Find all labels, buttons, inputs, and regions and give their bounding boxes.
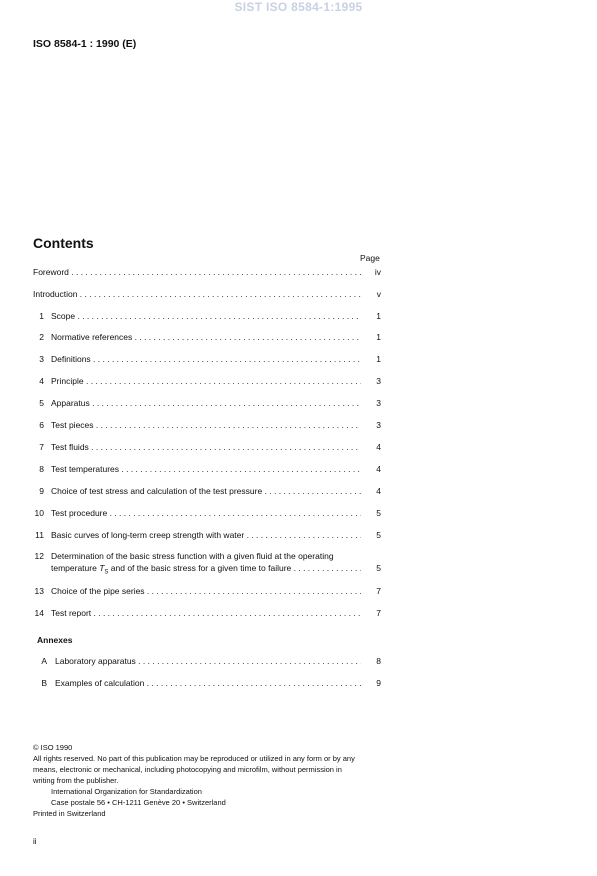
- toc-entry-11[interactable]: [33, 529, 381, 541]
- copyright-line: means, electronic or mechanical, including photocopying and microfilm, without permission in: [33, 765, 342, 774]
- temperature-subscript: S: [104, 569, 109, 576]
- toc-title-line1: Determination of the basic stress function with a given fluid at the operating: [51, 551, 334, 561]
- toc-page: 4: [376, 464, 381, 474]
- toc-entry-1[interactable]: [33, 310, 381, 322]
- toc-title: Principle . . .: [51, 375, 361, 387]
- toc-title: Foreword . . .: [33, 266, 361, 278]
- toc-title: Laboratory apparatus . . .: [55, 655, 361, 667]
- publisher-name: International Organization for Standardization: [51, 787, 202, 796]
- toc-page: v: [376, 289, 381, 299]
- copyright-line: All rights reserved. No part of this publication may be reproduced or utilized in any form or by any: [33, 754, 355, 763]
- toc-title: Test procedure . . .: [51, 507, 361, 519]
- toc-title: Test pieces . . .: [51, 419, 361, 431]
- toc-title: Choice of test stress and calculation of the test pressure . . .: [51, 485, 361, 497]
- toc-number: 13: [34, 586, 44, 596]
- page-number: ii: [33, 837, 37, 846]
- contents-title: Contents: [33, 235, 94, 251]
- toc-entry-2[interactable]: [33, 331, 381, 343]
- toc-title: Test temperatures . . .: [51, 463, 361, 475]
- toc-entry-foreword[interactable]: [33, 266, 381, 278]
- copyright-notice: [33, 742, 385, 819]
- toc-number: 3: [39, 354, 44, 364]
- toc-page: 3: [376, 420, 381, 430]
- page-column-label: Page: [360, 253, 380, 263]
- temperature-symbol: T: [99, 563, 105, 573]
- toc-entry-7[interactable]: [33, 441, 381, 453]
- toc-page: 5: [376, 508, 381, 518]
- toc-title-line2: [51, 562, 361, 579]
- annexes-heading: Annexes: [37, 635, 73, 645]
- toc-number: 2: [39, 332, 44, 342]
- toc-page: 3: [376, 398, 381, 408]
- copyright-line: © ISO 1990: [33, 743, 73, 752]
- toc-number: 12: [34, 551, 44, 561]
- toc-number: A: [41, 656, 47, 666]
- toc-title: Scope . . .: [51, 310, 361, 322]
- toc-number: 1: [39, 311, 44, 321]
- toc-annex-b[interactable]: [33, 677, 381, 689]
- toc-title: Introduction . . .: [33, 288, 361, 300]
- toc-page: 7: [376, 608, 381, 618]
- toc-title: Test fluids . . .: [51, 441, 361, 453]
- toc-entry-14[interactable]: [33, 607, 381, 619]
- toc-page: 9: [376, 678, 381, 688]
- toc-page: 1: [376, 332, 381, 342]
- toc-title: Examples of calculation . . .: [55, 677, 361, 689]
- toc-page: 1: [376, 311, 381, 321]
- toc-entry-6[interactable]: [33, 419, 381, 431]
- toc-page: 4: [376, 442, 381, 452]
- toc-entry-4[interactable]: [33, 375, 381, 387]
- watermark: SIST ISO 8584-1:1995: [234, 0, 363, 14]
- toc-entry-5[interactable]: [33, 397, 381, 409]
- printed-in: Printed in Switzerland: [33, 809, 106, 818]
- toc-number: 6: [39, 420, 44, 430]
- toc-annex-a[interactable]: [33, 655, 381, 667]
- toc-title: Definitions . . .: [51, 353, 361, 365]
- toc-number: 9: [39, 486, 44, 496]
- toc-page: 7: [376, 586, 381, 596]
- toc-number: B: [41, 678, 47, 688]
- toc-entry-3[interactable]: [33, 353, 381, 365]
- toc-title-line2-text: and of the basic stress for a given time to failure: [108, 563, 292, 573]
- toc-title: Choice of the pipe series . . .: [51, 585, 361, 597]
- copyright-line: writing from the publisher.: [33, 776, 119, 785]
- toc-entry-introduction[interactable]: [33, 288, 381, 300]
- toc-number: 7: [39, 442, 44, 452]
- toc-entry-9[interactable]: [33, 485, 381, 497]
- toc-number: 4: [39, 376, 44, 386]
- toc-title: Basic curves of long-term creep strength with water . . .: [51, 529, 361, 541]
- toc-entry-10[interactable]: [33, 507, 381, 519]
- toc-entry-13[interactable]: [33, 585, 381, 597]
- toc-title: Test report . . .: [51, 607, 361, 619]
- publisher-address: Case postale 56 • CH-1211 Genève 20 • Switzerland: [51, 798, 226, 807]
- toc-page: 5: [376, 530, 381, 540]
- toc-title: Normative references . . .: [51, 331, 361, 343]
- toc-page: 1: [376, 354, 381, 364]
- toc-number: 14: [34, 608, 44, 618]
- toc-page: 8: [376, 656, 381, 666]
- toc-page: 3: [376, 376, 381, 386]
- toc-page: 5: [376, 563, 381, 573]
- toc-entry-12[interactable]: [33, 550, 381, 574]
- toc-number: 10: [34, 508, 44, 518]
- toc-number: 5: [39, 398, 44, 408]
- toc-page: 4: [376, 486, 381, 496]
- toc-title-line2-text: temperature: [51, 563, 100, 573]
- toc-page: iv: [374, 267, 381, 277]
- toc-number: 8: [39, 464, 44, 474]
- toc-title: Apparatus . . .: [51, 397, 361, 409]
- toc-entry-8[interactable]: [33, 463, 381, 475]
- toc-title: [51, 550, 361, 579]
- toc-number: 11: [35, 530, 44, 540]
- document-header: ISO 8584-1 : 1990 (E): [33, 38, 137, 50]
